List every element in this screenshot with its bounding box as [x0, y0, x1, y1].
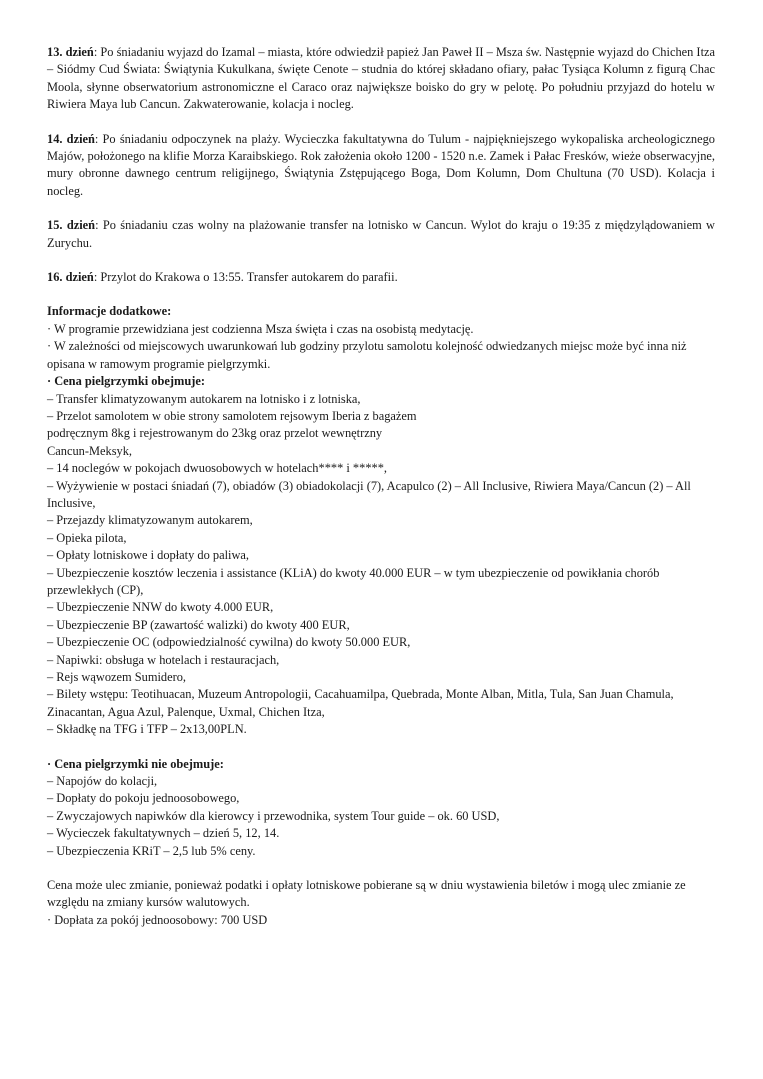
- included-item: – Ubezpieczenie OC (odpowiedzialność cywilna) do kwoty 50.000 EUR,: [47, 635, 411, 650]
- included-item: Cancun-Meksyk,: [47, 443, 132, 458]
- included-item: – Rejs wąwozem Sumidero,: [47, 670, 187, 684]
- excluded-item: – Napojów do kolacji,: [47, 774, 158, 789]
- day-14-paragraph: [47, 131, 715, 201]
- included-item: – Bilety wstępu: Teotihuacan, Muzeum Antropologii, Cacahuamilpa, Quebrada, Monte Alban, Mitla, Tula, San Juan Chamula, Zinacantan, Agua Azul, Palenque, Uxmal, Chichen Itza,: [47, 687, 674, 719]
- day-label: 14. dzień: [47, 131, 95, 146]
- info-note: · W zależności od miejscowych uwarunkowań lub godziny przylotu samolotu kolejność odwiedzanych miejsc może być inna niż opisana w ramowym programie pielgrzymki.: [47, 339, 687, 371]
- day-16-paragraph: [47, 269, 715, 286]
- single-room-supplement: · Dopłata za pokój jednoosobowy: 700 USD: [47, 912, 268, 927]
- day-text: : Po śniadaniu czas wolny na plażowanie transfer na lotnisko w Cancun. Wylot do kraju o 19:35 z międzylądowaniem w Zurychu.: [47, 218, 716, 250]
- included-item: – 14 noclegów w pokojach dwuosobowych w hotelach**** i *****,: [47, 461, 387, 476]
- included-item: – Ubezpieczenie NNW do kwoty 4.000 EUR,: [47, 600, 274, 615]
- day-15-paragraph: [47, 217, 715, 252]
- included-item: – Napiwki: obsługa w hotelach i restauracjach,: [47, 652, 280, 667]
- excluded-item: – Dopłaty do pokoju jednoosobowego,: [47, 791, 240, 806]
- day-label: 16. dzień: [47, 270, 94, 285]
- included-item: – Przejazdy klimatyzowanym autokarem,: [47, 513, 253, 528]
- day-label: 13. dzień: [47, 45, 94, 59]
- day-text: : Po śniadaniu wyjazd do Izamal – miasta, które odwiedził papież Jan Paweł II – Msza św. Następnie wyjazd do Chichen Itza – Siódmy Cud Świata: Świątynia Kukulkana, święte Cenote – studnia do której składano ofiary, pałac Tysiąca Kolumn z figurą Chac Moola, słynne obserwatorium astronomiczne el Caraco oraz największe boisko do gry w pelotę. Po południu przyjazd do hotelu w Riwiera Maya lub Cancun. Zakwaterowanie, kolacja i nocleg.: [47, 45, 716, 112]
- excluded-item: – Wycieczek fakultatywnych – dzień 5, 12, 14.: [47, 826, 280, 841]
- day-label: 15. dzień: [47, 218, 96, 233]
- included-item: – Opieka pilota,: [47, 530, 127, 545]
- included-item: – Wyżywienie w postaci śniadań (7), obiadów (3) obiadokolacji (7), Acapulco (2) – All Inclusive, Riwiera Maya/Cancun (2) – All Inclusive,: [47, 478, 691, 510]
- info-note: · W programie przewidziana jest codzienna Msza święta i czas na osobistą medytację.: [47, 321, 474, 336]
- included-item: – Składkę na TFG i TFP – 2x13,00PLN.: [47, 722, 247, 737]
- day-text: : Przylot do Krakowa o 13:55. Transfer autokarem do parafii.: [93, 270, 398, 285]
- included-item: – Transfer klimatyzowanym autokarem na lotnisko i z lotniska,: [47, 391, 361, 406]
- additional-info-section: [47, 303, 715, 929]
- included-heading: · Cena pielgrzymki obejmuje:: [47, 374, 205, 389]
- included-item: – Ubezpieczenie kosztów leczenia i assistance (KLiA) do kwoty 40.000 EUR – w tym ubezpieczenie od powikłania chorób przewlekłych (CP),: [47, 565, 660, 597]
- excluded-item: – Ubezpieczenia KRiT – 2,5 lub 5% ceny.: [47, 843, 256, 858]
- included-item: – Opłaty lotniskowe i dopłaty do paliwa,: [47, 548, 250, 563]
- excluded-heading: · Cena pielgrzymki nie obejmuje:: [47, 756, 224, 771]
- day-13-paragraph: [47, 44, 715, 114]
- included-item: – Ubezpieczenie BP (zawartość walizki) do kwoty 400 EUR,: [47, 617, 350, 632]
- included-item: – Przelot samolotem w obie strony samolotem rejsowym Iberia z bagażem: [47, 408, 417, 423]
- additional-info-heading: Informacje dodatkowe:: [47, 304, 172, 319]
- section-spacer: [47, 860, 715, 877]
- price-change-note: Cena może ulec zmianie, ponieważ podatki i opłaty lotniskowe pobierane są w dniu wystawienia biletów i mogą ulec zmianie ze względu na zmiany kursów walutowych.: [47, 878, 686, 910]
- day-text: : Po śniadaniu odpoczynek na plaży. Wycieczka fakultatywna do Tulum - najpiękniejszego wykopaliska archeologicznego Majów, położonego na klifie Morza Karaibskiego. Rok założenia około 1200 - 1520 n.e. Zamek i Pałac Fresków, wieże obserwacyjne, mury obronne dawnego centrum religijnego, Świątynia Zstępującego Boga, Dom Kolumn, Dom Chultuna (70 USD). Kolacja i nocleg.: [47, 131, 715, 198]
- included-item: podręcznym 8kg i rejestrowanym do 23kg oraz przelot wewnętrzny: [47, 426, 383, 441]
- section-spacer: [47, 739, 715, 756]
- excluded-item: – Zwyczajowych napiwków dla kierowcy i przewodnika, system Tour guide – ok. 60 USD,: [47, 808, 500, 823]
